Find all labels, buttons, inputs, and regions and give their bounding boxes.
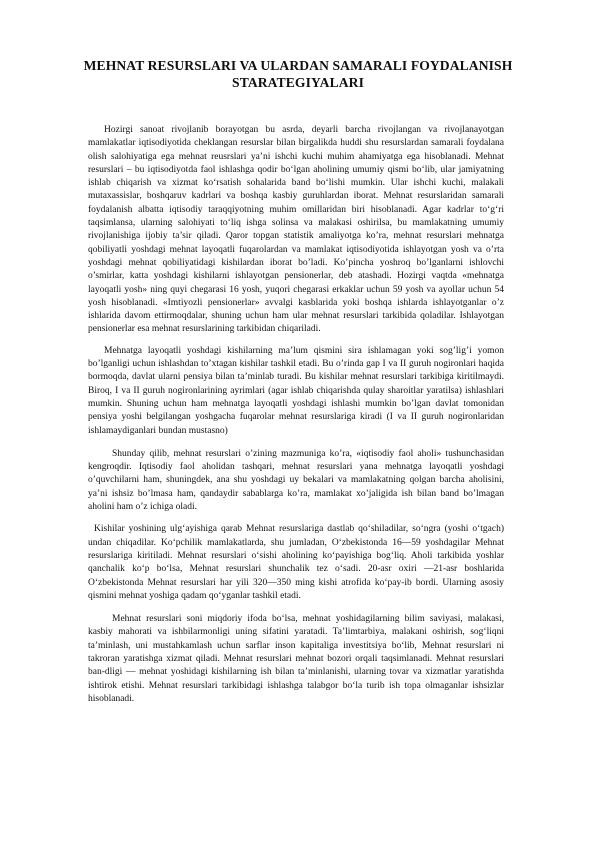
paragraph-4: Kishilar yoshining ulg‘ayishiga qarab Mehnat resurslariga dastlab qo‘shiladilar, so‘ngra (yoshi o‘tgach) undan chiqadilar. Ko‘pchilik mamlakatlarda, shu jumladan, O‘zbekistonda 16—59 yoshdagilar Mehnat resurslariga kiritiladi. Mehnat resurslari o‘sishi aholining ko‘payishiga bog‘liq. Aholi tarkibida yoshlar qanchalik ko‘p bo‘lsa, Mehnat resurslari shunchalik tez o‘sadi. 20-asr oxiri —21-asr boshlarida O‘zbekistonda Mehnat resurslari har yili 320—350 ming kishi atrofida ko‘pay-ib bordi. Ularning asosiy qismini mehnat yoshiga qadam qo‘yganlar tashkil etadi. bbox=[88, 524, 504, 601]
paragraph-3: Shunday qilib, mehnat resurslari o’zining mazmuniga ko’ra, «iqtisodiy faol aholi» tushunchasidan kengroqdir. Iqtisodiy faol aholidan tashqari, mehnat resurslari yana mehnatga layoqatli yoshdagi o’quvchilarni ham, shuningdek, ana shu yoshdagi uy bekalari va mamlakatning qolgan barcha aholisini, ya’ni ishsiz bo’lmasa ham, qandaydir sabablarga ko’ra, mamlakat xo’jaligida ish bilan band bo’lmagan aholini ham o’z ichiga oladi. bbox=[88, 448, 504, 513]
paragraph-5: Mehnat resurslari soni miqdoriy ifoda bo‘lsa, mehnat yoshidagilarning bilim saviyasi, malakasi, kasbiy mahorati va ishbilarmonligi uning sifatini yaratadi. Ta’limtarbiya, malakani oshirish, sog‘liqni ta’minlash, uni mustahkamlash uchun sarflar inson kapitaliga investitsiya bo‘lib, Mehnat resurslari ni takroran yaratishga xizmat qiladi. Mehnat resurslari mehnat bozori orqali taqsimlanadi. Mehnat resurslari ban-dligi — mehnat yoshidagi kishilarning ish bilan ta’minlanishi, ularning tovar va xizmatlar yaratishda ishtirok etishi. Mehnat resurslari tarkibidagi ishlashga talabgor bo‘la turib ish topa olmaganlar ishsizlar hisoblanadi. bbox=[88, 614, 504, 704]
paragraph-2: Mehnatga layoqatli yoshdagi kishilarning ma’lum qismini sira ishlamagan yoki sog’lig’i yomon bo’lganligi uchun ishlashdan to’xtagan kishilar tashkil etadi. Bu o’rinda gap I va II guruh nogironlari haqida bormoqda, davlat ularni pensiya bilan ta’minlab turadi. Bu kishilar mehnat resurslari tarkibiga kiritilmaydi. Biroq, I va II guruh nogironlarining ayrimlari (agar ishlab chiqarishda qulay sharoitlar yaratilsa) ishlashlari mumkin. Shuning uchun ham mehnatga layoqatli yoshdagi ishlashi mumkin bo’lgan davlat tomonidan pensiya yoshi belgilangan yoshgacha fuqarolar mehnat resurslariga kiradi (I va II guruh nogironlaridan ishlamaydiganlari bundan mustasno) bbox=[88, 345, 504, 436]
document-title: MEHNAT RESURSLARI VA ULARDAN SAMARALI FOYDALANISH STARATEGIYALARI bbox=[83, 58, 513, 90]
paragraph-1: Hozirgi sanoat rivojlanib borayotgan bu asrda, deyarli barcha rivojlangan va rivojlanayotgan mamlakatlar iqtisodiyotida cheklangan resurslar bilan birgalikda huddi shu resurslardan samarali foydalana olish salohiyatiga ega mehnat reusrslari ya’ni ishchi kuchi muhim ahamiyatga ega hisoblanadi. Mehnat resurslari – bu iqtisodiyotda faol ishlashga qodir bo‘lgan aholining umumiy qismi bo‘lib, ular jamiyatning ishlab chiqarish va xizmat ko‘rsatish sohalarida band bo‘lishi mumkin. Ular ishchi kuchi, malakali mutaxassislar, boshqaruv kadrlari va boshqa kasbiy guruhlardan iborat. Mehnat resurslaridan samarali foydalanish albatta iqtisodiy taraqqiyotning muhim omillaridan biri hisoblanadi. Agar kadrlar to‘g‘ri taqsimlansa, ularning salohiyati to‘liq ishga solinsa va malakasi oshirilsa, bu mamlakatning umumiy rivojlanishiga ijobiy ta’sir qiladi. Qaror topgan statistik amaliyotga ko’ra, mehnat resurslari mehnatga qobiliyatli yoshdagi mehnat layoqatli fuqarolardan va mamlakat iqtisodiyotida ishlayotgan yosh va o’rta yoshdagi mehnat qobiliyatidagi kishilardan iborat bo’ladi. Ko’pincha yoshroq bo’lganlarni ishlovchi o’smirlar, katta yoshdagi kishilarni ishlayotgan pensionerlar, deb atashadi. Hozirgi vaqtda «mehnatga layoqatli yosh» ning quyi chegarasi 16 yosh, yuqori chegarasi erkaklar uchun 59 yosh va ayollar uchun 54 yosh hisoblanadi. «Imtiyozli pensionerlar» avvalgi kasblarida yoki boshqa ishlarda ishlayotganlar o’z ishlarida davom ettirmoqdalar, shuning uchun ham ular mehnat resurslari tarkibida qoladilar. Ishlayotgan pensionerlar esa mehnat resurslarining tarkibidan chiqariladi. bbox=[88, 125, 504, 335]
document-body bbox=[88, 124, 504, 706]
